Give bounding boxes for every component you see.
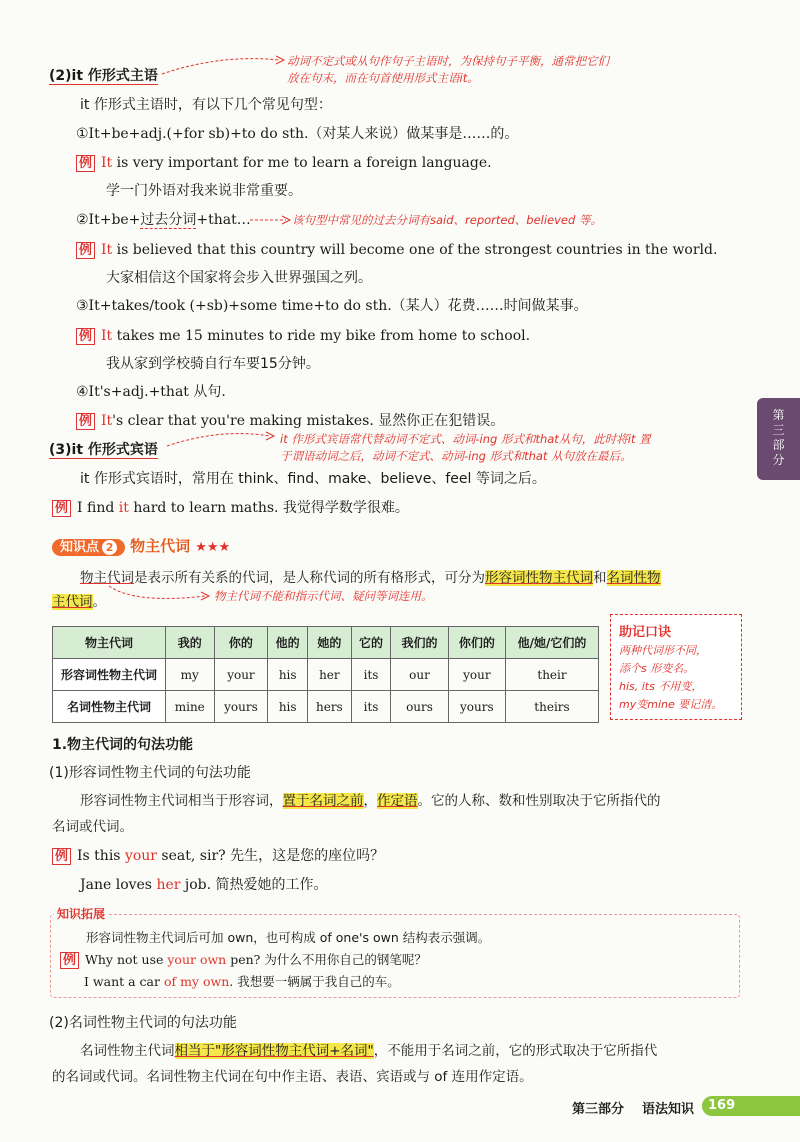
pattern-2: ②It+be+过去分词+that… (76, 212, 251, 228)
paragraph: 形容词性物主代词相当于形容词，置于名词之前，作定语。它的人称、数和性别取决于它所指代的 (80, 793, 661, 809)
annotation-arrow (165, 426, 280, 452)
example-5: 例 I find it hard to learn maths. 我觉得学数学很难。 (52, 498, 409, 518)
table-row-label: 形容词性物主代词 (53, 659, 166, 691)
example-4: 例 It's clear that you're making mistakes. 显然你正在犯错误。 (76, 411, 504, 431)
table-cell: our (391, 659, 448, 691)
paragraph-intro: 物主代词是表示所有关系的代词，是人称代词的所有格形式，可分为形容词性物主代词和名词性物 (80, 570, 661, 586)
mnemonic-line: my变mine 要记清。 (619, 698, 723, 711)
table-cell: her (308, 659, 352, 691)
knowledge-point-header (52, 535, 230, 556)
example-3: 例 It takes me 15 minutes to ride my bike from home to school. (76, 326, 530, 346)
pattern-3: ③It+takes/took (+sb)+some time+to do sth.（某人）花费……时间做某事。 (76, 298, 588, 314)
subsection-heading: (2)名词性物主代词的句法功能 (49, 1015, 237, 1031)
knowledge-point-title: 物主代词 (130, 537, 191, 555)
table-cell: mine (166, 691, 215, 723)
example-label: 例 (76, 155, 95, 172)
table-row-label: 名词性物主代词 (53, 691, 166, 723)
handwritten-note: 动词不定式或从句作句子主语时，为保持句子平衡，通常把它们 放在句末，而在句首使用形式主语it。 (287, 54, 609, 85)
table-cell: their (506, 659, 599, 691)
paragraph: it 作形式宾语时，常用在 think、find、make、believe、feel 等词之后。 (80, 471, 546, 487)
annotation-arrow (105, 584, 215, 608)
extension-example: 例 Why not use your own pen? 为什么不用你自己的钢笔呢？ (60, 950, 427, 970)
table-header-cell: 他/她/它们的 (506, 627, 599, 659)
example-label: 例 (52, 500, 71, 517)
pattern-1: ①It+be+adj.(+for sb)+to do sth.（对某人来说）做某事是……的。 (76, 126, 519, 142)
example-6: 例 Is this your seat, sir? 先生，这是您的座位吗？ (52, 846, 384, 866)
table-header-cell: 物主代词 (53, 627, 166, 659)
mnemonic-line: his, its 不用变， (619, 680, 703, 693)
example-label: 例 (76, 328, 95, 345)
example-label: 例 (76, 242, 95, 259)
example-translation: 我从家到学校骑自行车要15分钟。 (106, 356, 320, 372)
table-cell: my (166, 659, 215, 691)
subsection-heading: (1)形容词性物主代词的句法功能 (49, 765, 251, 781)
annotation-arrow (248, 210, 293, 228)
possessive-pronoun-table (52, 626, 599, 723)
table-row (53, 659, 599, 691)
example-7: Jane loves her job. 简热爱她的工作。 (80, 877, 328, 893)
table-cell: theirs (506, 691, 599, 723)
footer-title: 语法知识 (642, 1102, 695, 1117)
extension-line: 形容词性物主代词后可加 own，也可构成 of one's own 结构表示强调。 (86, 930, 491, 945)
table-cell: your (214, 659, 268, 691)
table-header-cell: 他的 (268, 627, 308, 659)
table-header-cell: 我的 (166, 627, 215, 659)
table-cell: yours (448, 691, 505, 723)
extension-example: I want a car of my own. 我想要一辆属于我自己的车。 (84, 974, 400, 989)
pattern-4: ④It's+adj.+that 从句. (76, 384, 226, 400)
paragraph: 名词性物主代词相当于"形容词性物主代词+名词"，不能用于名词之前，它的形式取决于它所指代 (80, 1043, 658, 1059)
table-header-cell: 我们的 (391, 627, 448, 659)
example-2: 例 It is believed that this country will become one of the strongest countries in the world. (76, 240, 717, 260)
star-rating-icon: ★★★ (195, 540, 231, 555)
table-header-cell: 你们的 (448, 627, 505, 659)
section-heading-formal-subject: (2)it 作形式主语 (49, 68, 158, 84)
paragraph-intro-cont: 主代词。 (52, 594, 106, 610)
mnemonic-line: 添个s 形变名。 (619, 662, 695, 675)
paragraph-cont: 名词或代词。 (52, 819, 133, 835)
table-header-cell: 她的 (308, 627, 352, 659)
subsection-title: 1.物主代词的句法功能 (52, 737, 194, 753)
handwritten-note: 物主代词不能和指示代词、疑问等词连用。 (214, 589, 433, 603)
example-translation: 学一门外语对我来说非常重要。 (106, 183, 302, 199)
table-cell: his (268, 659, 308, 691)
table-cell: his (268, 691, 308, 723)
section-heading-formal-object: (3)it 作形式宾语 (49, 442, 158, 458)
table-cell: yours (214, 691, 268, 723)
table-cell: your (448, 659, 505, 691)
table-cell: its (351, 691, 391, 723)
handwritten-note: 该句型中常见的过去分词有said、reported、believed 等。 (292, 213, 602, 227)
handwritten-note: it 作形式宾语常代替动词不定式、动词-ing 形式和that从句，此时将it 置 于谓语动词之后，动词不定式、动词-ing 形式和that 从句放在最后。 (280, 432, 651, 463)
table-header-row (53, 627, 599, 659)
example-label: 例 (52, 848, 71, 865)
example-translation: 大家相信这个国家将会步入世界强国之列。 (106, 270, 372, 286)
table-cell: hers (308, 691, 352, 723)
table-cell: its (351, 659, 391, 691)
table-header-cell: 你的 (214, 627, 268, 659)
knowledge-point-badge: 知识点 2 (52, 539, 125, 556)
footer-section: 第三部分 (572, 1102, 625, 1117)
mnemonic-line: 两种代词形不同， (619, 644, 707, 657)
annotation-arrow (160, 52, 290, 80)
table-row (53, 691, 599, 723)
side-tab[interactable]: 第三部分 (757, 398, 800, 480)
knowledge-extension-title: 知识拓展 (54, 905, 108, 922)
mnemonic-box (610, 614, 742, 720)
table-header-cell: 它的 (351, 627, 391, 659)
example-1: 例 It is very important for me to learn a foreign language. (76, 153, 492, 173)
paragraph: it 作形式主语时，有以下几个常见句型： (80, 97, 332, 113)
example-label: 例 (76, 413, 95, 430)
paragraph-cont: 的名词或代词。名词性物主代词在句中作主语、表语、宾语或与 of 连用作定语。 (52, 1069, 533, 1085)
mnemonic-title: 助记口诀 (619, 625, 672, 640)
page-number: 169 (702, 1096, 800, 1116)
example-label: 例 (60, 952, 79, 969)
table-cell: ours (391, 691, 448, 723)
